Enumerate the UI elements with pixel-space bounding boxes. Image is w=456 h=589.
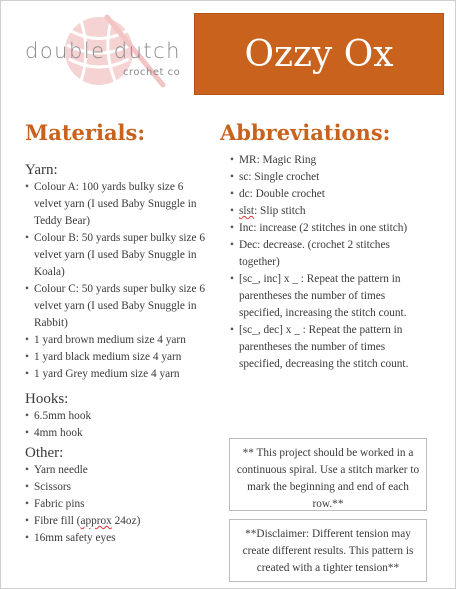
abbreviations-list	[230, 152, 430, 373]
other-subheading: Other:	[25, 445, 64, 461]
disclaimer-box: **Disclaimer: Different tension may create different results. This pattern is created with a tighter tension**	[229, 519, 427, 582]
spiral-note-box: ** This project should be worked in a continuous spiral. Use a stitch marker to mark the beginning and end of each row.**	[229, 438, 427, 511]
list-item: • Fabric pins	[25, 496, 205, 513]
list-item: • Dec: decrease. (crochet 2 stitches together)	[230, 237, 430, 271]
other-list	[25, 462, 205, 547]
yarn-subheading: Yarn:	[25, 162, 58, 178]
list-item: • 1 yard Grey medium size 4 yarn	[25, 366, 205, 383]
logo-subtitle: crochet co	[123, 67, 181, 78]
materials-heading: Materials:	[25, 120, 146, 145]
yarn-list	[25, 179, 205, 383]
list-item: • Colour A: 100 yards bulky size 6 velvet yarn (I used Baby Snuggle in Teddy Bear)	[25, 179, 205, 230]
spellcheck-word: approx	[80, 515, 112, 527]
list-item: • [sc_, dec] x _ : Repeat the pattern in parentheses the number of times specified, decreasing the stitch count.	[230, 322, 430, 373]
brand-logo	[11, 11, 181, 91]
list-item: • Yarn needle	[25, 462, 205, 479]
list-item: • dc: Double crochet	[230, 186, 430, 203]
list-item: • Colour B: 50 yards super bulky size 6 velvet yarn (I used Baby Snuggle in Koala)	[25, 230, 205, 281]
list-item-slst: • slst: Slip stitch	[230, 203, 430, 220]
list-item-fibre: • Fibre fill (approx 24oz)	[25, 513, 205, 530]
title-banner	[194, 13, 444, 95]
list-item: • 16mm safety eyes	[25, 530, 205, 547]
list-item: • sc: Single crochet	[230, 169, 430, 186]
list-item: • Colour C: 50 yards super bulky size 6 velvet yarn (I used Baby Snuggle in Rabbit)	[25, 281, 205, 332]
spellcheck-word: slst	[239, 205, 255, 217]
list-item: • 4mm hook	[25, 425, 205, 442]
logo-name: double dutch	[25, 39, 181, 63]
hooks-subheading: Hooks:	[25, 391, 69, 407]
list-item: • 1 yard brown medium size 4 yarn	[25, 332, 205, 349]
list-item: • [sc_, inc] x _ : Repeat the pattern in parentheses the number of times specified, increasing the stitch count.	[230, 271, 430, 322]
list-item: • MR: Magic Ring	[230, 152, 430, 169]
hooks-list	[25, 408, 205, 442]
pattern-title: Ozzy Ox	[244, 33, 394, 75]
abbreviations-heading: Abbreviations:	[220, 120, 391, 145]
list-item: • 6.5mm hook	[25, 408, 205, 425]
list-item: • 1 yard black medium size 4 yarn	[25, 349, 205, 366]
list-item: • Inc: increase (2 stitches in one stitch)	[230, 220, 430, 237]
list-item: • Scissors	[25, 479, 205, 496]
